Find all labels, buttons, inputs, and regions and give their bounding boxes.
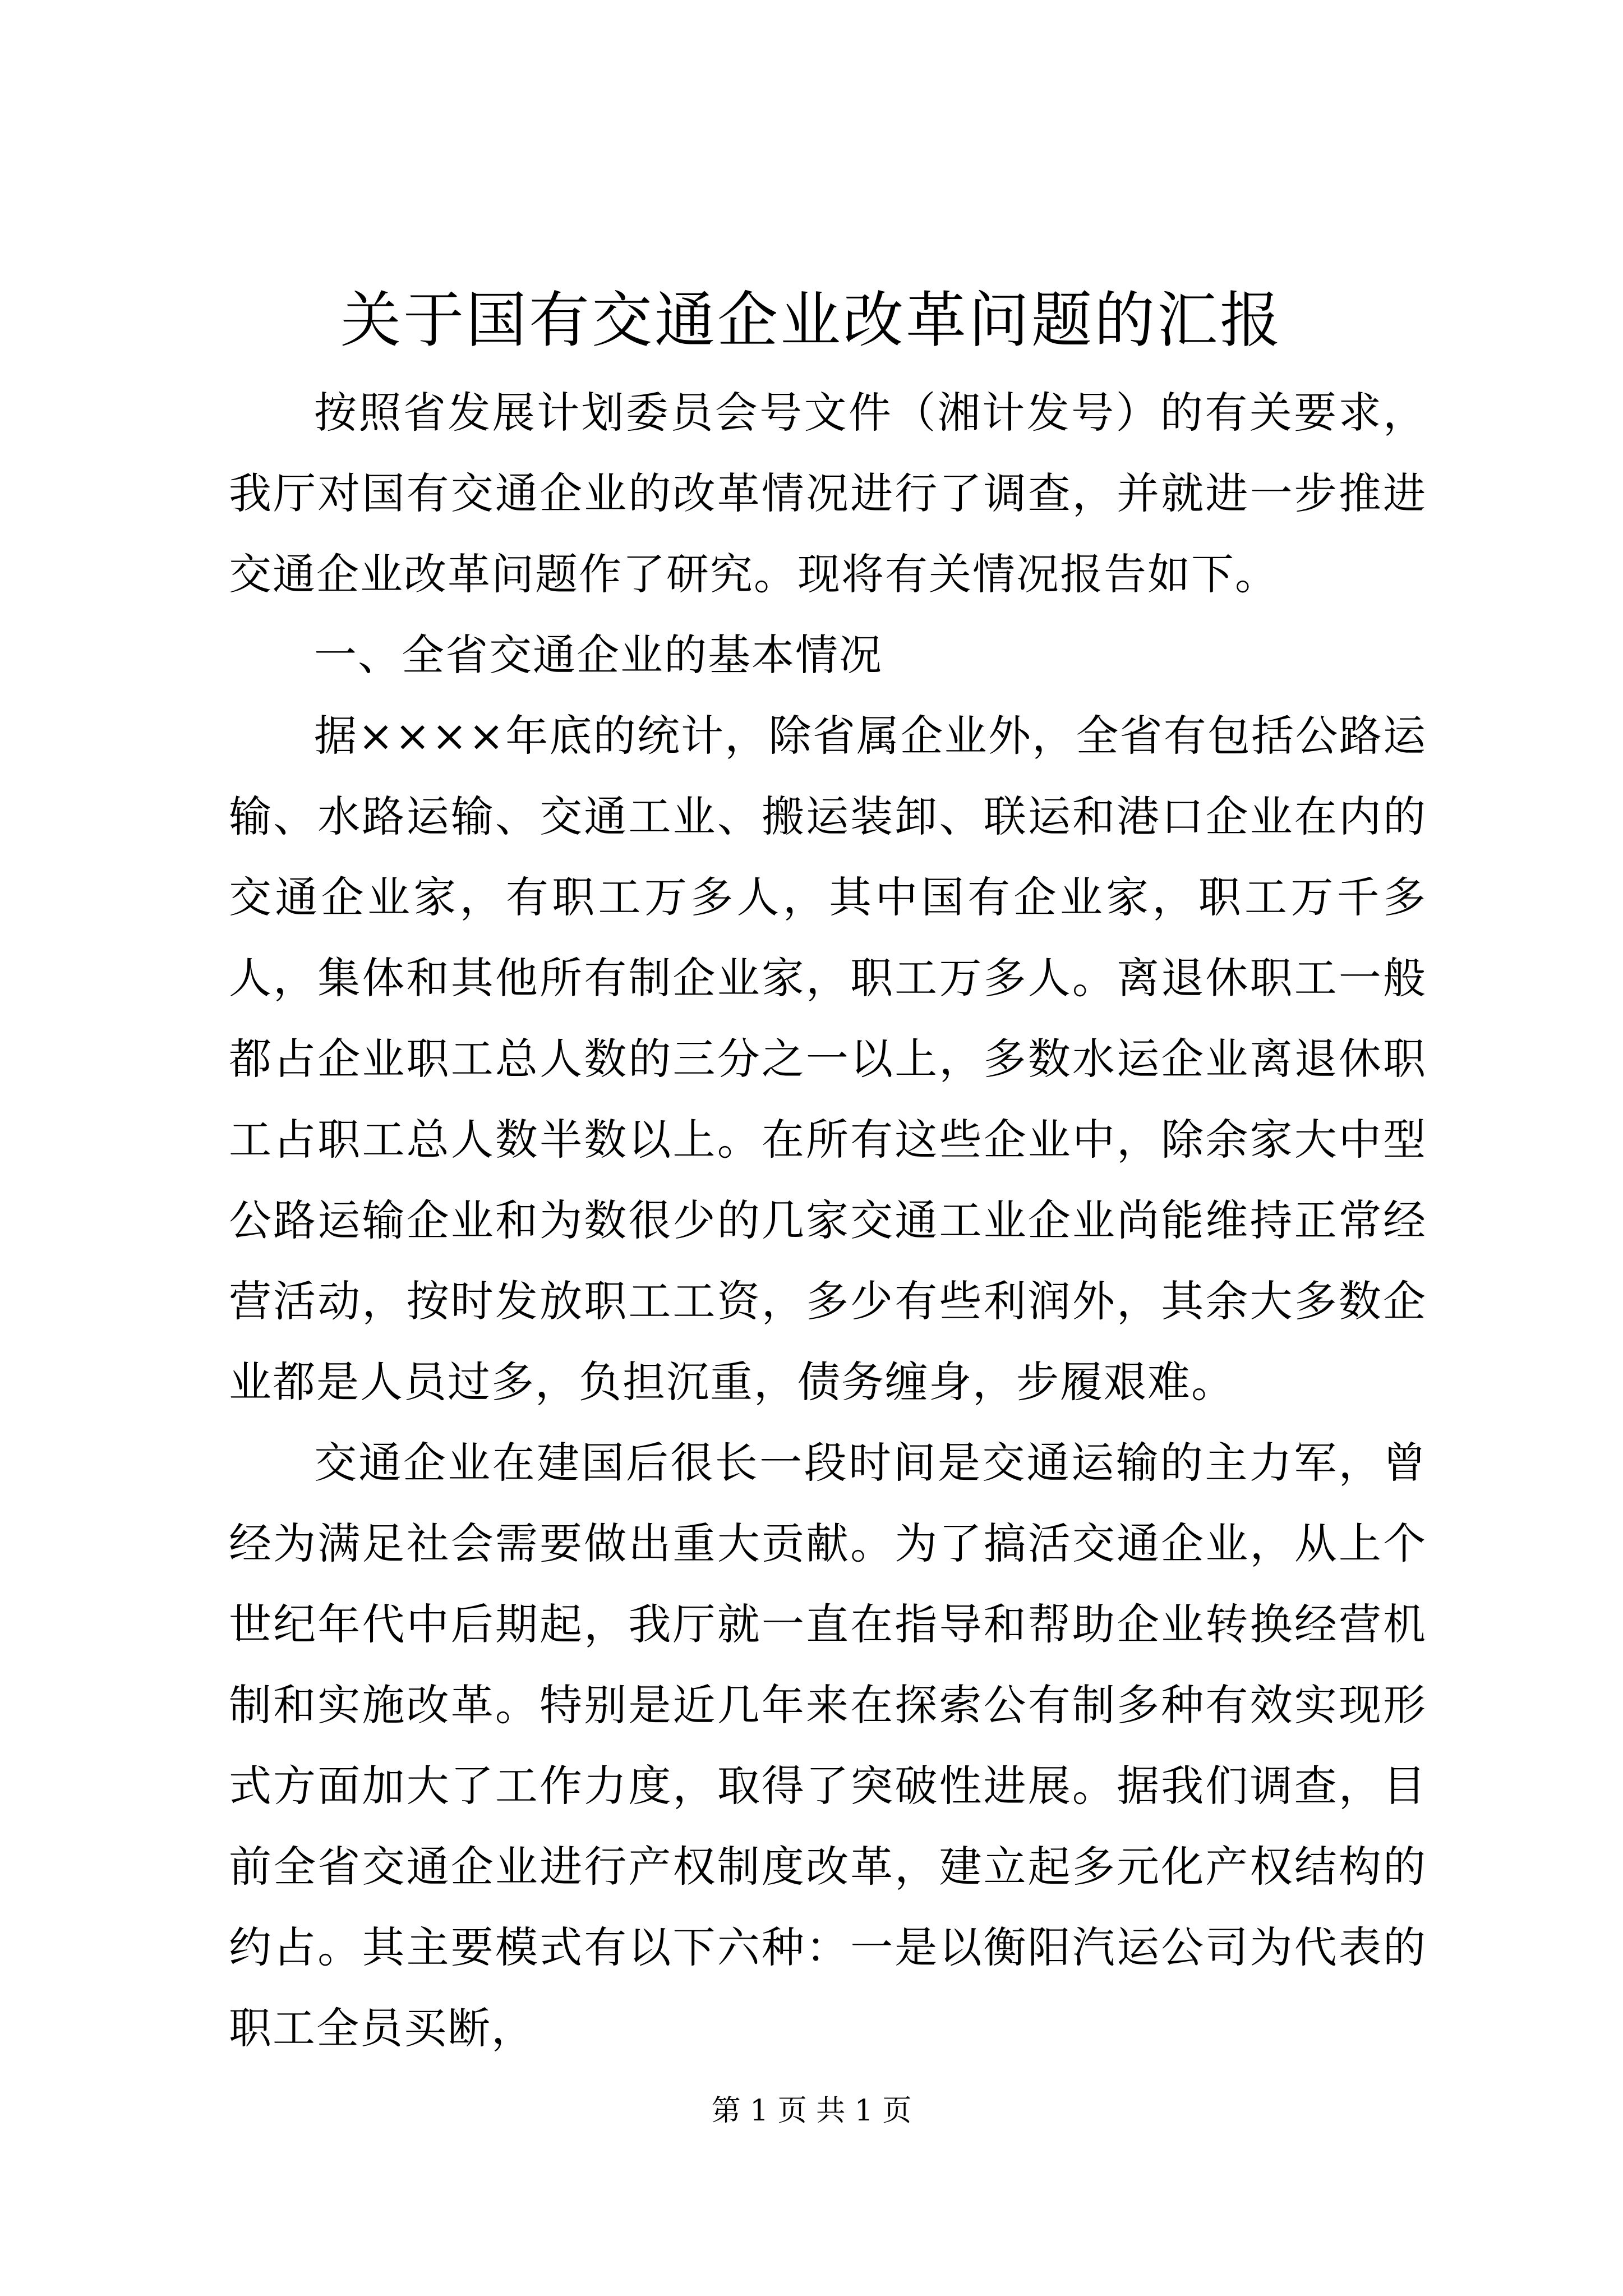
paragraph-reform: 交通企业在建国后很长一段时间是交通运输的主力军，曾经为满足社会需要做出重大贡献。为了搞活交通企业，从上个世纪年代中后期起，我厅就一直在指导和帮助企业转换经营机制和实施改革。特别是近几年来在探索公有制多种有效实现形式方面加大了工作力度，取得了突破性进展。据我们调查，目前全省交通企业进行产权制度改革，建立起多元化产权结构的约占。其主要模式有以下六种：一是以衡阳汽运公司为代表的职工全员买断， — [229, 1438, 1427, 2053]
paragraph-intro: 按照省发展计划委员会号文件（湘计发号）的有关要求，我厅对国有交通企业的改革情况进行了调查，并就进一步推进交通企业改革问题作了研究。现将有关情况报告如下。 — [229, 388, 1427, 599]
paragraph-statistics: 据××××年底的统计，除省属企业外，全省有包括公路运输、水路运输、交通工业、搬运装卸、联运和港口企业在内的交通企业家，有职工万多人，其中国有企业家，职工万千多人，集体和其他所有制企业家，职工万多人。离退休职工一般都占企业职工总人数的三分之一以上，多数水运企业离退休职工占职工总人数半数以上。在所有这些企业中，除余家大中型公路运输企业和为数很少的几家交通工业企业尚能维持正常经营活动，按时发放职工工资，多少有些利润外，其余大多数企业都是人员过多，负担沉重，债务缠身，步履艰难。 — [229, 711, 1427, 1407]
section-heading: 一、全省交通企业的基本情况 — [314, 630, 883, 680]
page-footer: 第 1 页 共 1 页 — [711, 2094, 912, 2128]
document-body — [229, 372, 1427, 2069]
document-title: 关于国有交通企业改革问题的汇报 — [340, 286, 1283, 356]
